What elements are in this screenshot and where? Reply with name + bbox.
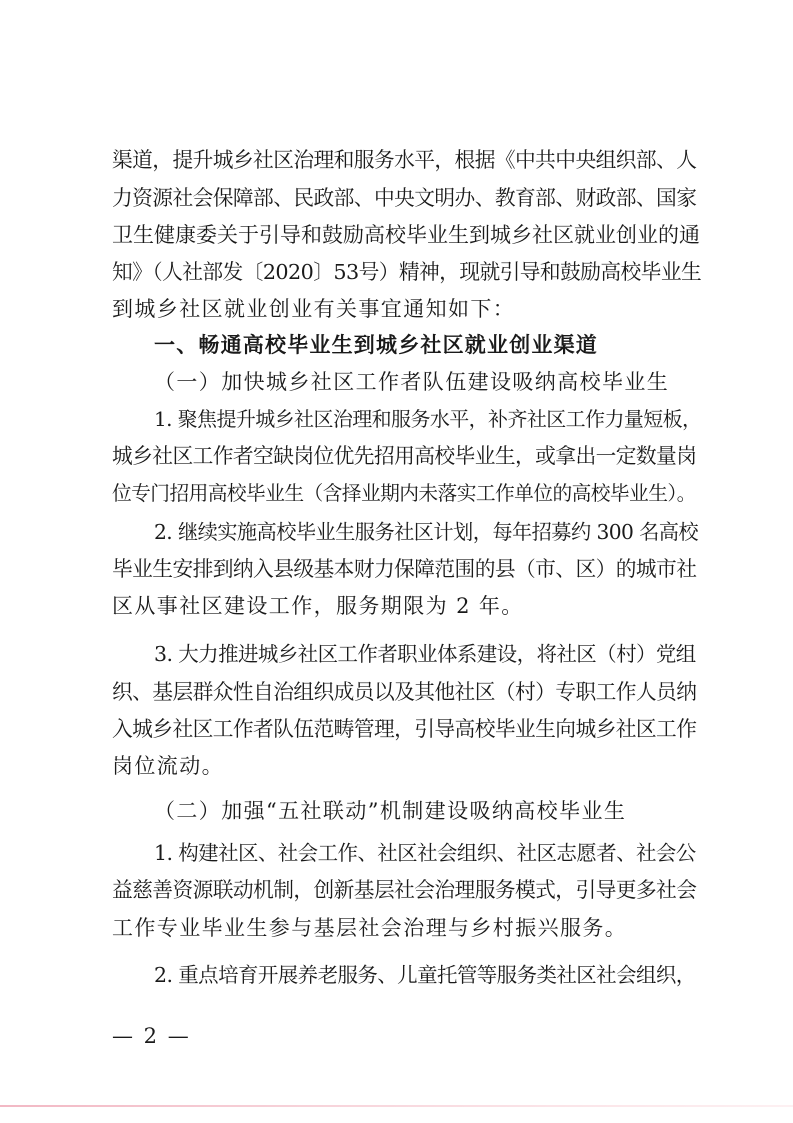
body-line: 位专门招用高校毕业生（含择业期内未落实工作单位的高校毕业生）。	[112, 482, 696, 505]
body-line: 益慈善资源联动机制，创新基层社会治理服务模式，引导更多社会	[112, 878, 697, 902]
body-line: 区从事社区建设工作，服务期限为 2 年。	[112, 594, 524, 618]
body-line: 入城乡社区工作者队伍范畴管理，引导高校毕业生向城乡社区工作	[112, 717, 697, 741]
section-heading: 一、畅通高校毕业生到城乡社区就业创业渠道	[154, 333, 598, 357]
body-line: 3. 大力推进城乡社区工作者职业体系建设，将社区（村）党组	[154, 642, 696, 666]
body-line: 2. 继续实施高校毕业生服务社区计划，每年招募约 300 名高校	[154, 520, 699, 544]
body-line: 渠道，提升城乡社区治理和服务水平，根据《中共中央组织部、人	[112, 148, 697, 172]
scan-edge-line	[0, 1105, 793, 1107]
body-line: 毕业生安排到纳入县级基本财力保障范围的县（市、区）的城市社	[112, 557, 697, 581]
body-line: 织、基层群众性自治组织成员以及其他社区（村）专职工作人员纳	[112, 680, 697, 704]
page-number: — 2 —	[112, 1024, 191, 1048]
body-line: 岗位流动。	[112, 754, 224, 778]
body-line: 到城乡社区就业创业有关事宜通知如下：	[112, 297, 516, 321]
subsection-heading: （二）加强“五社联动”机制建设吸纳高校毕业生	[154, 799, 627, 823]
body-line: 1. 聚焦提升城乡社区治理和服务水平，补齐社区工作力量短板，	[154, 407, 702, 431]
subsection-heading: （一）加快城乡社区工作者队伍建设吸纳高校毕业生	[154, 370, 670, 394]
body-line: 工作专业毕业生参与基层社会治理与乡村振兴服务。	[112, 916, 628, 940]
body-line: 1. 构建社区、社会工作、社区社会组织、社区志愿者、社会公	[154, 841, 696, 865]
body-line: 卫生健康委关于引导和鼓励高校毕业生到城乡社区就业创业的通	[112, 223, 700, 247]
body-line: 城乡社区工作者空缺岗位优先招用高校毕业生，或拿出一定数量岗	[112, 444, 697, 468]
body-line: 力资源社会保障部、民政部、中央文明办、教育部、财政部、国家	[112, 186, 697, 210]
body-line: 知》（人社部发〔2020〕53号）精神，现就引导和鼓励高校毕业生	[112, 260, 702, 284]
body-line: 2. 重点培育开展养老服务、儿童托管等服务类社区社会组织，	[154, 963, 696, 987]
